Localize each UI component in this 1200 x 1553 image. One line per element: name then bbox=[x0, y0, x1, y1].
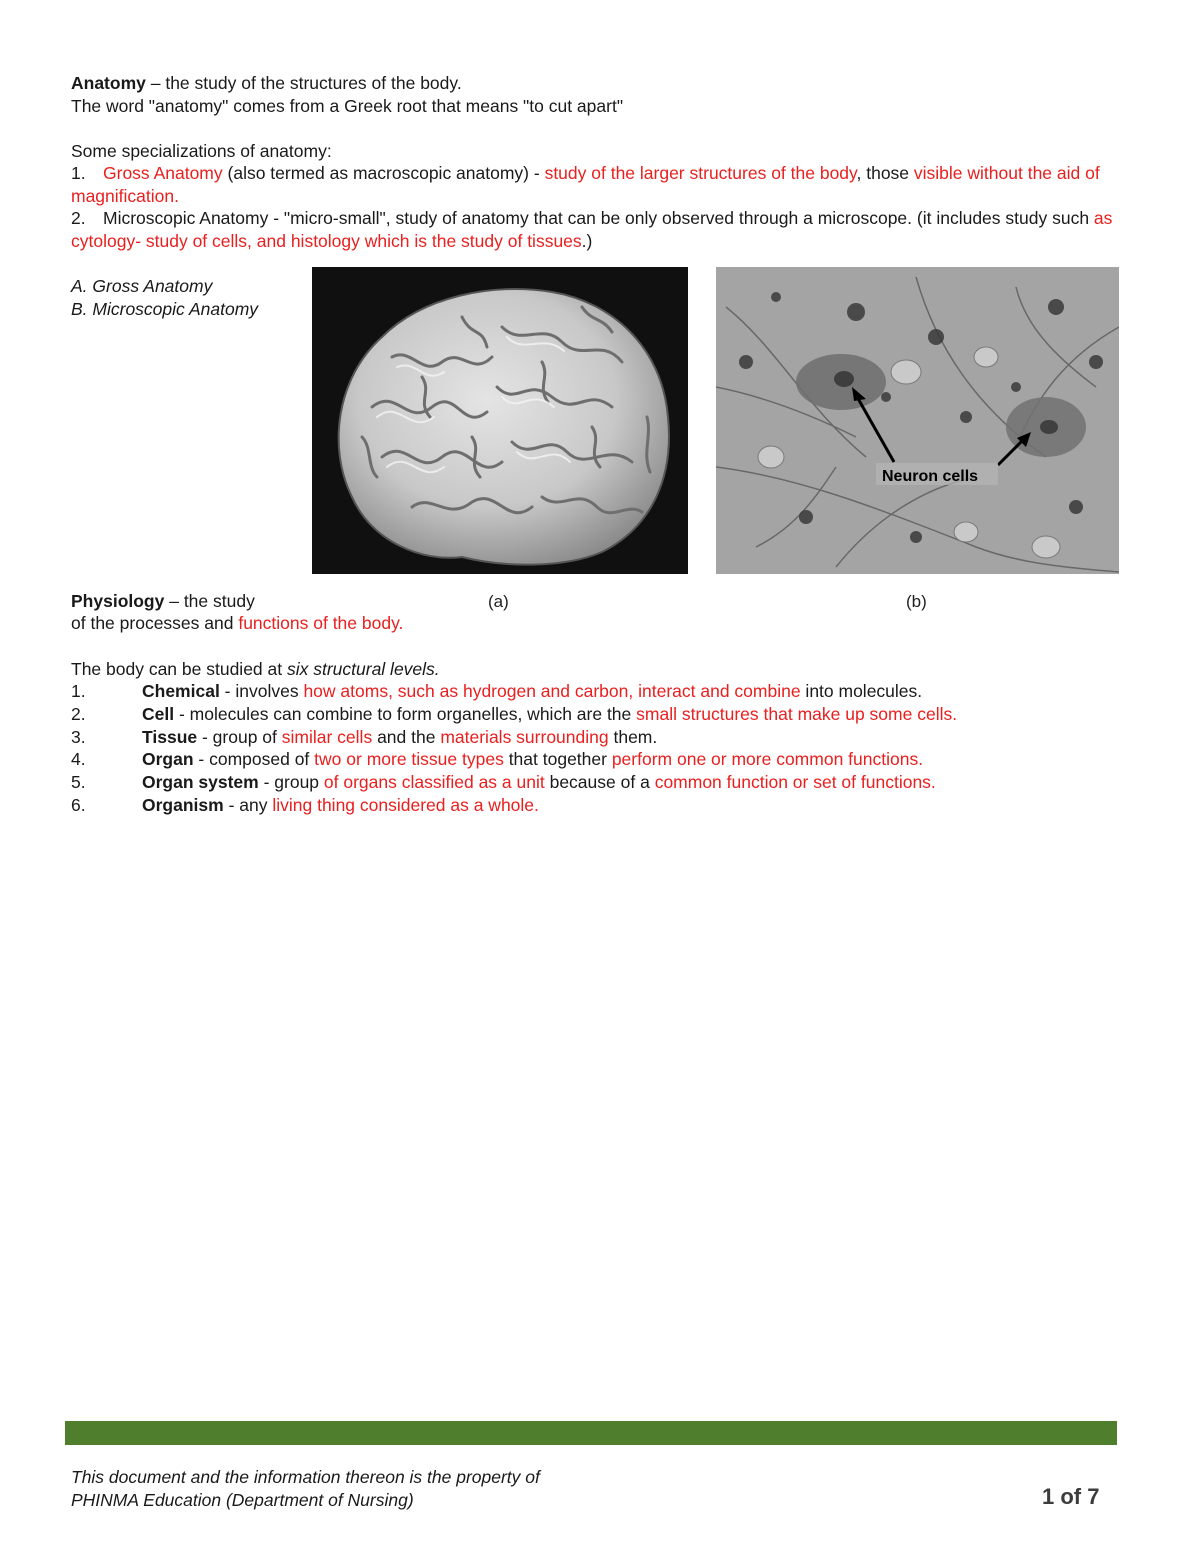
page-number: 1 of 7 bbox=[1042, 1484, 1100, 1509]
figure-b-caption: (b) bbox=[906, 592, 927, 611]
gross-anatomy-item bbox=[71, 162, 1131, 208]
levels-intro bbox=[71, 658, 440, 681]
anatomy-def: – the study of the structures of the body. bbox=[145, 73, 462, 93]
physiology-definition-2 bbox=[71, 612, 403, 635]
physiology-def1: – the study bbox=[164, 591, 255, 611]
level-item: 5. Organ system - group of organs classified as a unit because of a common function or set of functions. bbox=[71, 772, 936, 792]
gross-mid: , those bbox=[856, 163, 914, 183]
footer-line-2: PHINMA Education (Department of Nursing) bbox=[71, 1490, 414, 1510]
micro-red: as cytology- study of cells, and histology which is the study of tissues bbox=[71, 208, 1113, 251]
level-item: 4. Organ - composed of two or more tissue types that together perform one or more common functions. bbox=[71, 749, 924, 769]
physiology-term: Physiology bbox=[71, 591, 165, 611]
gross-paren: (also termed as macroscopic anatomy) - bbox=[222, 163, 545, 183]
anatomy-term: Anatomy bbox=[71, 73, 146, 93]
physiology-red: functions of the body. bbox=[238, 613, 404, 633]
micro-text: Microscopic Anatomy - "micro-small", study of anatomy that can be only observed through a microscope. (it includes study such bbox=[103, 208, 1094, 228]
gross-red1: study of the larger structures of the body bbox=[544, 163, 857, 183]
anatomy-definition bbox=[71, 72, 462, 95]
neuron-micrograph bbox=[716, 267, 1119, 574]
level-item: 2. Cell - molecules can combine to form organelles, which are the small structures that make up some cells. bbox=[71, 704, 958, 724]
level-item: 1. Chemical - involves how atoms, such as hydrogen and carbon, interact and combine into molecules. bbox=[71, 681, 923, 701]
levels-intro-em: six structural levels. bbox=[286, 659, 440, 679]
legend-b: B. Microscopic Anatomy bbox=[71, 299, 259, 319]
footer-line-1: This document and the information thereon is the property of bbox=[71, 1467, 540, 1487]
specializations-intro: Some specializations of anatomy: bbox=[71, 141, 332, 161]
physiology-definition bbox=[71, 590, 255, 613]
level-item: 3. Tissue - group of similar cells and the materials surrounding them. bbox=[71, 727, 658, 747]
microscopic-anatomy-item bbox=[71, 207, 1131, 253]
legend-a: A. Gross Anatomy bbox=[71, 276, 213, 296]
figure-a-caption: (a) bbox=[488, 592, 509, 611]
footer-bar bbox=[65, 1421, 1117, 1445]
levels-intro-pre: The body can be studied at bbox=[71, 659, 287, 679]
gross-name: Gross Anatomy bbox=[103, 163, 223, 183]
gross-num: 1. bbox=[71, 163, 86, 183]
gross-red2: visible without the aid of magnification. bbox=[71, 163, 1100, 206]
level-item: 6. Organism - any living thing considered as a whole. bbox=[71, 795, 539, 815]
brain-illustration bbox=[312, 267, 688, 574]
micro-end: .) bbox=[581, 231, 593, 251]
brain-figure bbox=[312, 267, 688, 574]
micro-num: 2. bbox=[71, 208, 86, 228]
physiology-def2: of the processes and bbox=[71, 613, 239, 633]
anatomy-origin: The word "anatomy" comes from a Greek root that means "to cut apart" bbox=[71, 96, 624, 116]
micrograph-figure bbox=[716, 267, 1119, 574]
neuron-cells-label: Neuron cells bbox=[882, 468, 979, 485]
